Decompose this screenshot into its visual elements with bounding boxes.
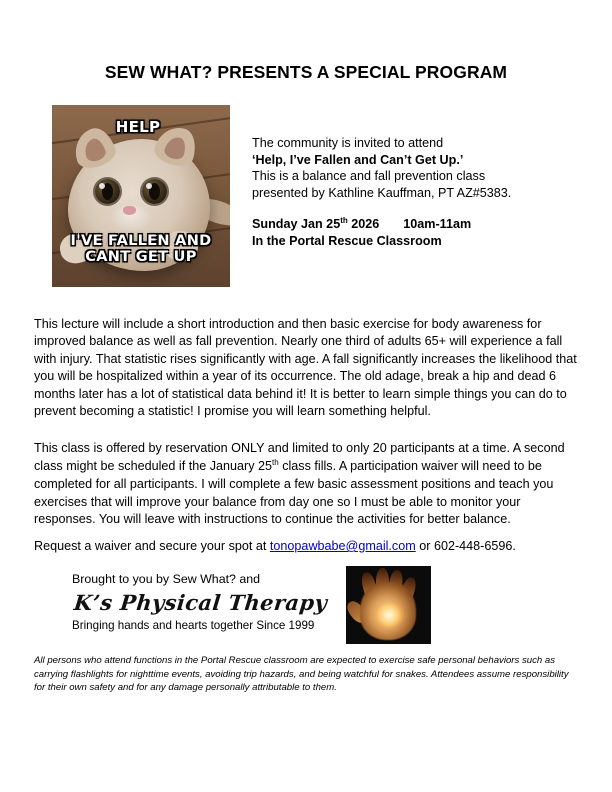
body-paragraph-2-part2: class fills. A participation waiver will need to be completed for all participants. I will complete a few basic assessment positions and teach you exercises that will improve your balance from day one so I must be able to monitor your responses. You will leave with instructions to continue the activities for better balance.	[34, 459, 554, 526]
phone-number: 602-448-6596	[433, 539, 513, 553]
body-paragraph-2-ordinal: th	[272, 458, 279, 468]
event-datetime	[252, 216, 572, 233]
event-time: 10am-11am	[403, 217, 472, 232]
body-paragraph-3	[34, 538, 580, 555]
body-paragraph-1: This lecture will include a short introduction and then basic exercise for body awareness for improved balance as well as fall prevention. Nearly one third of adults 65+ will experience a fall with injury. That statistic rises significantly with age. A fall significantly increases the likelihood that you will be hospitalized within a year of its occurrence. The old adage, break a hip and dead 6 months later has a lot of statistical data behind it! It is better to learn simple things you can do to prevent becoming a statistic! I promise you will learn something helpful.	[34, 317, 577, 419]
cat-nose	[123, 206, 136, 215]
meme-bottom-text: I'VE FALLEN AND CANT GET UP	[70, 233, 212, 265]
event-details-block	[252, 216, 572, 250]
email-link[interactable]: tonopawbabe@gmail.com	[269, 539, 416, 553]
invitation-block	[252, 135, 572, 202]
cat-eye-glint-left	[99, 183, 105, 189]
glowing-hand-image	[346, 566, 431, 644]
logo-tagline: Bringing hands and hearts together Since 1999	[72, 619, 315, 632]
contact-separator: or	[415, 539, 434, 553]
body-paragraph-2	[34, 440, 580, 528]
event-date: Sunday Jan 25	[252, 217, 341, 232]
logo-script-text: K’s Physical Therapy	[72, 590, 329, 615]
invite-line-2: ‘Help, I’ve Fallen and Can’t Get Up.’	[252, 152, 464, 167]
cat-eye-right	[142, 179, 167, 204]
body-paragraph-2-part1: This class is offered by reservation ONLY and limited to only 20 participants at a time. A second class might be scheduled if the January 25	[34, 441, 565, 474]
event-location: In the Portal Rescue Classroom	[252, 233, 442, 248]
event-year: 2026	[347, 217, 380, 232]
paragraph3-period: .	[512, 539, 516, 553]
invite-line-4: presented by Kathline Kauffman, PT AZ#5383.	[252, 186, 512, 201]
brought-to-you-by: Brought to you by Sew What? and	[72, 572, 261, 586]
cat-meme-image	[52, 105, 230, 287]
page-title: SEW WHAT? PRESENTS A SPECIAL PROGRAM	[104, 62, 508, 82]
cat-eye-left	[95, 179, 120, 204]
meme-top-text: HELP	[115, 118, 161, 136]
hand-glow	[374, 602, 404, 628]
disclaimer-text: All persons who attend functions in the Portal Rescue classroom are expected to exercise safe personal behaviors such as carrying flashlights for nighttime events, avoiding trip hazards, and being watchful for snakes. Attendees assume responsibility for their own safety and for any damage personally attributable to them.	[34, 655, 569, 694]
request-waiver-text: Request a waiver and secure your spot at	[34, 539, 270, 553]
invite-line-3: This is a balance and fall prevention class	[252, 169, 486, 184]
event-date-ordinal: th	[340, 216, 348, 225]
cat-eye-glint-right	[146, 183, 152, 189]
invite-line-1: The community is invited to attend	[252, 136, 444, 150]
